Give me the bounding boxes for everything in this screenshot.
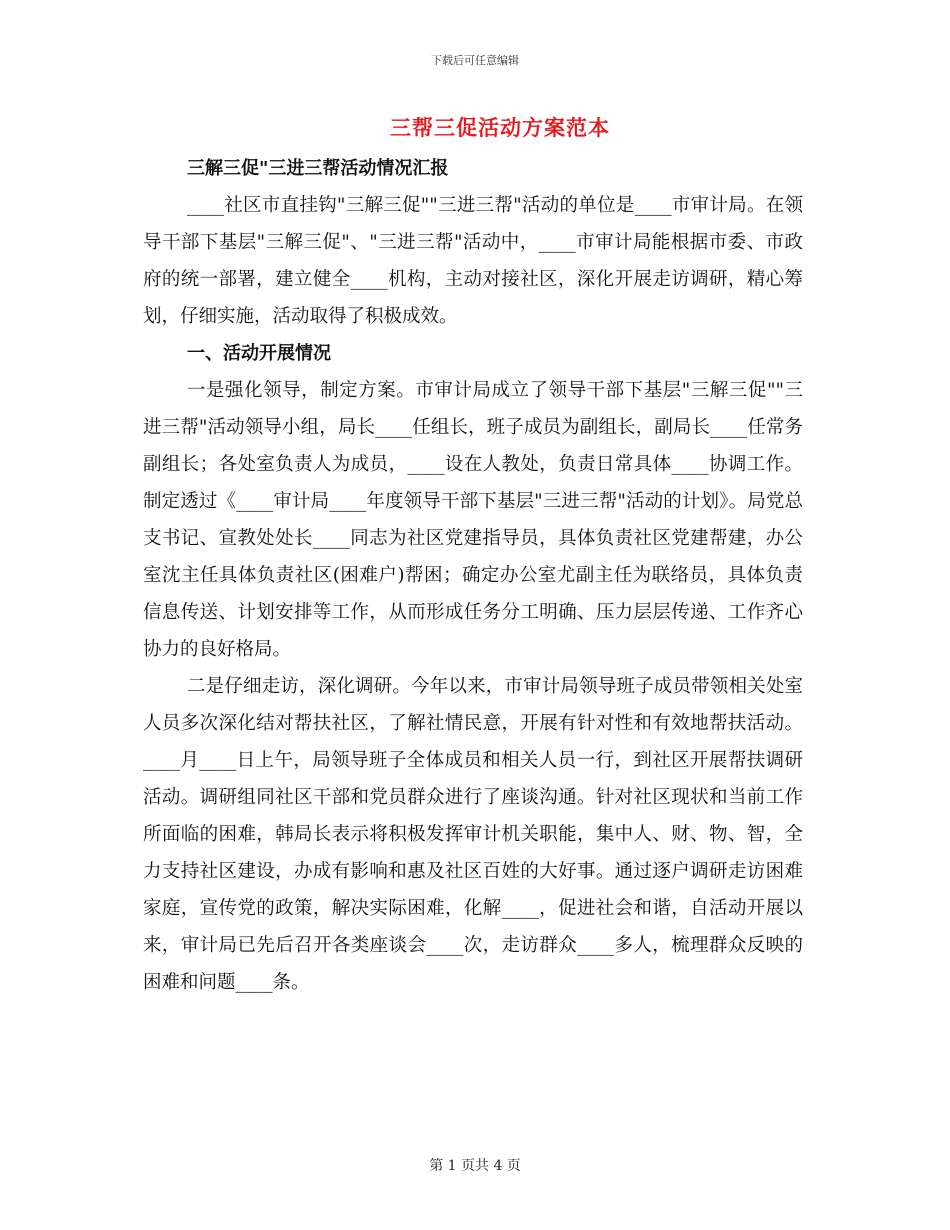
section-heading: 一、活动开展情况 <box>187 343 331 364</box>
document-body <box>143 150 803 1001</box>
page-number: 第 1 页共 4 页 <box>429 1158 521 1174</box>
paragraph-1: 一是强化领导，制定方案。市审计局成立了领导干部下基层"三解三促""三进三帮"活动领导小组，局长____任组长，班子成员为副组长，副局长____任常务副组长；各处室负责人为成员，____设在人教处，负责日常具体____协调工作。制定透过《____审计局____年度领导干部下基层"三进三帮"活动的计划》。局党总支书记、宣教处处长____同志为社区党建指导员，具体负责社区党建帮建，办公室沈主任具体负责社区(困难户)帮困；确定办公室尤副主任为联络员，具体负责信息传送、计划安排等工作，从而形成任务分工明确、压力层层传递、工作齐心协力的良好格局。 <box>143 380 803 660</box>
paragraph-2: 二是仔细走访，深化调研。今年以来，市审计局领导班子成员带领相关处室人员多次深化结对帮扶社区，了解社情民意，开展有针对性和有效地帮扶活动。____月____日上午，局领导班子全体成员和相关人员一行，到社区开展帮扶调研活动。调研组同社区干部和党员群众进行了座谈沟通。针对社区现状和当前工作所面临的困难，韩局长表示将积极发挥审计机关职能，集中人、财、物、智，全力支持社区建设，办成有影响和惠及社区百姓的大好事。通过逐户调研走访困难家庭，宣传党的政策，解决实际困难，化解____，促进社会和谐，自活动开展以来，审计局已先后召开各类座谈会____次，走访群众____多人，梳理群众反映的困难和问题____条。 <box>143 676 803 993</box>
page-header-note: 下载后可任意编辑 <box>431 54 519 67</box>
intro-paragraph: ____社区市直挂钩"三解三促""三进三帮"活动的单位是____市审计局。在领导干部下基层"三解三促"、"三进三帮"活动中，____市审计局能根据市委、市政府的统一部署，建立健全____机构，主动对接社区，深化开展走访调研，精心筹划，仔细实施，活动取得了积极成效。 <box>143 195 803 327</box>
document-subtitle: 三解三促"三进三帮活动情况汇报 <box>187 158 449 179</box>
document-title: 三帮三促活动方案范本 <box>390 115 610 140</box>
